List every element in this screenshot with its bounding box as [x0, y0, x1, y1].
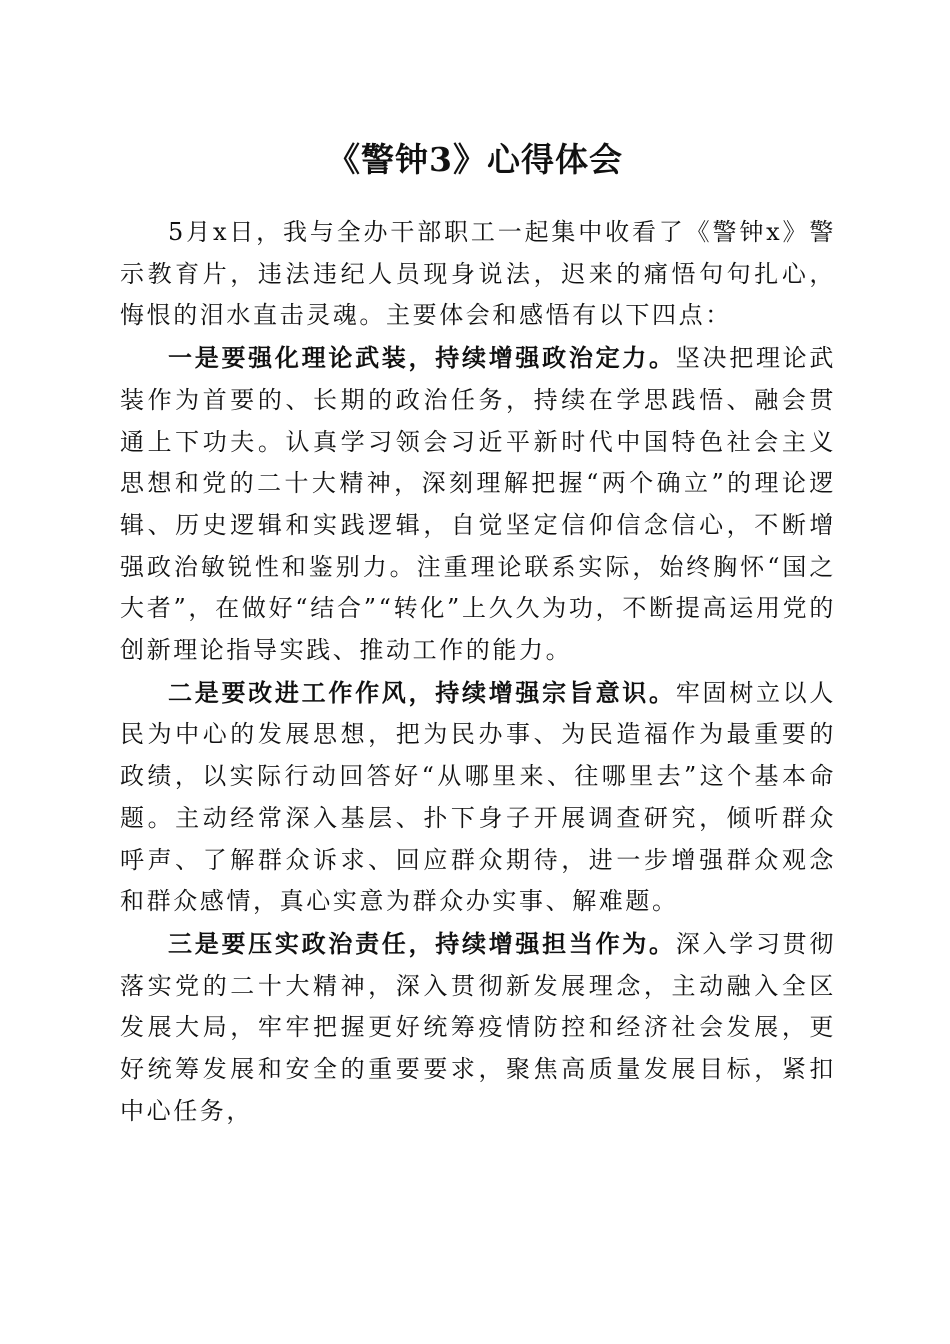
point-text: 坚决把理论武装作为首要的、长期的政治任务，持续在学思践悟、融会贯通上下功夫。认真学习领会习近平新时代中国特色社会主义思想和党的二十大精神，深刻理解把握“两个确立”的理论逻辑、历史逻辑和实践逻辑，自觉坚定信仰信念信心，不断增强政治敏锐性和鉴别力。注重理论联系实际，始终胸怀“国之大者”，在做好“结合”“转化”上久久为功，不断提高运用党的创新理论指导实践、推动工作的能力。	[120, 344, 836, 665]
point-paragraph-3	[120, 923, 836, 1133]
point-text: 深入学习贯彻落实党的二十大精神，深入贯彻新发展理念，主动融入全区发展大局，牢牢把握更好统筹疫情防控和经济社会发展，更好统筹发展和安全的重要要求，聚焦高质量发展目标，紧扣中心任务，	[120, 929, 836, 1125]
point-paragraph-1	[120, 337, 836, 672]
point-paragraph-2	[120, 672, 836, 923]
point-lead: 三是要压实政治责任，持续增强担当作为。	[168, 928, 676, 958]
document-title: 《警钟3》心得体会	[327, 140, 623, 179]
intro-paragraph: 5月x日，我与全办干部职工一起集中收看了《警钟x》警示教育片，违法违纪人员现身说法，迟来的痛悟句句扎心，悔恨的泪水直击灵魂。主要体会和感悟有以下四点：	[120, 218, 836, 330]
point-lead: 二是要改进工作作风，持续增强宗旨意识。	[168, 677, 676, 707]
point-text: 牢固树立以人民为中心的发展思想，把为民办事、为民造福作为最重要的政绩，以实际行动回答好“从哪里来、往哪里去”这个基本命题。主动经常深入基层、扑下身子开展调查研究，倾听群众呼声、了解群众诉求、回应群众期待，进一步增强群众观念和群众感情，真心实意为群众办实事、解难题。	[120, 678, 836, 916]
document-body	[120, 212, 836, 1132]
point-lead: 一是要强化理论武装，持续增强政治定力。	[168, 343, 676, 373]
